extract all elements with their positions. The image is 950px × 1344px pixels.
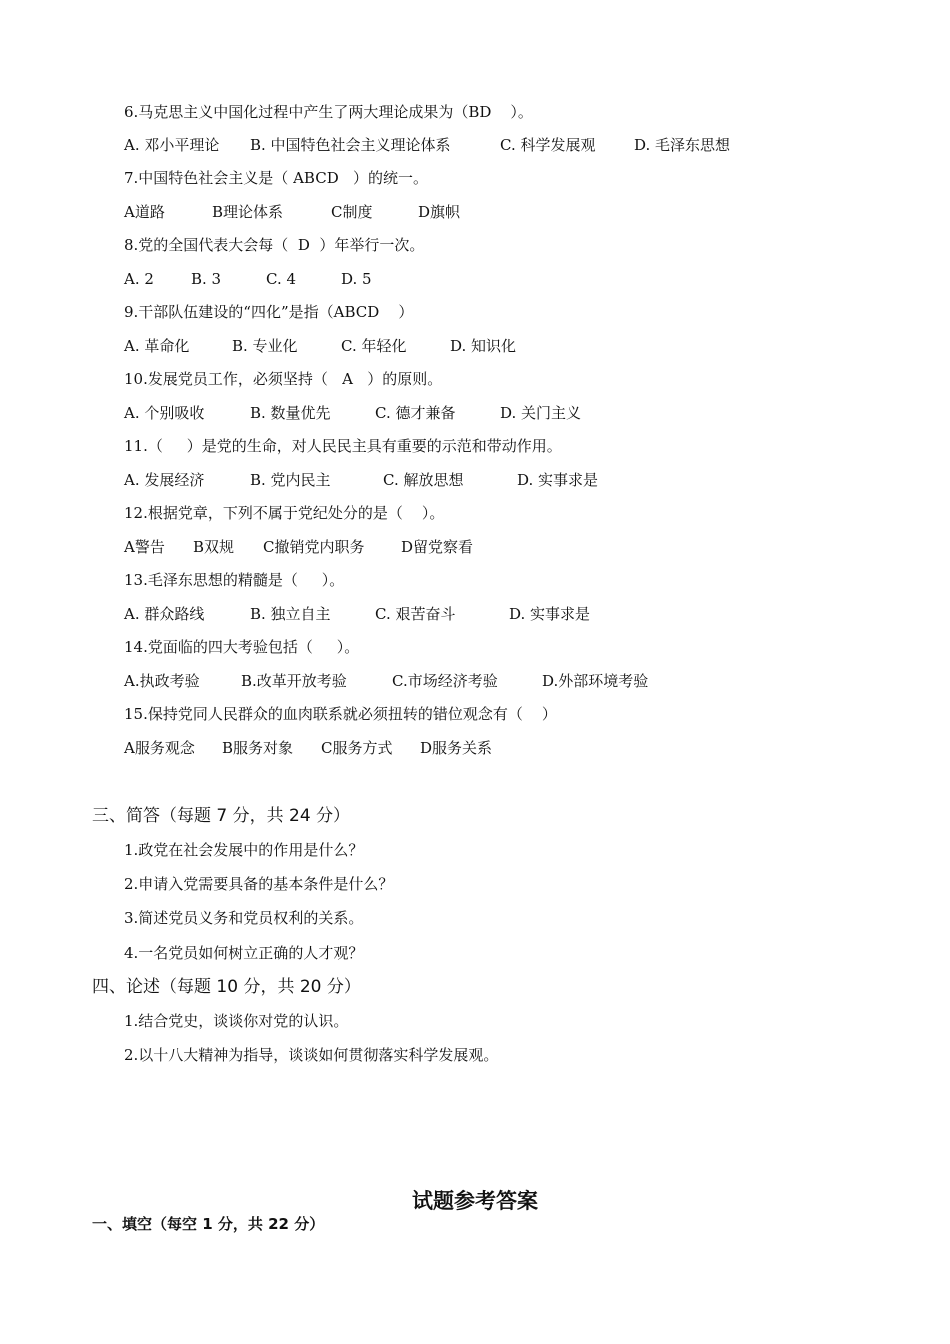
option-d: D. 实事求是 xyxy=(509,605,591,623)
option-c: C. 4 xyxy=(266,270,297,288)
option-d: D. 毛泽东思想 xyxy=(634,136,731,154)
option-a: A. 个别吸收 xyxy=(124,404,205,422)
option-b: B. 3 xyxy=(191,270,222,288)
short-answer-2: 2.申请入党需要具备的基本条件是什么？ xyxy=(124,875,394,893)
option-a: A警告 xyxy=(124,538,165,556)
option-d: D. 实事求是 xyxy=(517,471,599,489)
option-b: B. 专业化 xyxy=(232,337,298,355)
option-c: C. 科学发展观 xyxy=(500,136,596,154)
question-6: 6.马克思主义中国化过程中产生了两大理论成果为（BD ）。 xyxy=(124,103,533,121)
option-a: A. 邓小平理论 xyxy=(124,136,220,154)
option-a: A. 发展经济 xyxy=(124,471,205,489)
option-a: A道路 xyxy=(124,203,165,221)
option-a: A. 2 xyxy=(124,270,154,288)
option-d: D.外部环境考验 xyxy=(542,672,649,690)
question-8: 8.党的全国代表大会每（ D ）年举行一次。 xyxy=(124,236,425,254)
option-a: A.执政考验 xyxy=(124,672,200,690)
option-b: B服务对象 xyxy=(222,739,294,757)
option-b: B.改革开放考验 xyxy=(241,672,347,690)
option-d: D. 关门主义 xyxy=(500,404,582,422)
essay-question-1: 1.结合党史，谈谈你对党的认识。 xyxy=(124,1012,349,1030)
option-d: D旗帜 xyxy=(418,203,461,221)
option-b: B. 中国特色社会主义理论体系 xyxy=(250,136,451,154)
option-c: C. 艰苦奋斗 xyxy=(375,605,456,623)
option-d: D. 5 xyxy=(341,270,372,288)
option-b: B双规 xyxy=(193,538,235,556)
option-c: C. 德才兼备 xyxy=(375,404,456,422)
option-c: C撤销党内职务 xyxy=(263,538,365,556)
question-15: 15.保持党同人民群众的血肉联系就必须扭转的错位观念有（ ） xyxy=(124,705,557,723)
option-a: A. 群众路线 xyxy=(124,605,205,623)
question-12: 12.根据党章，下列不属于党纪处分的是（ ）。 xyxy=(124,504,445,522)
question-11: 11.（ ）是党的生命，对人民民主具有重要的示范和带动作用。 xyxy=(124,437,562,455)
option-d: D服务关系 xyxy=(420,739,493,757)
option-c: C. 年轻化 xyxy=(341,337,407,355)
option-b: B. 独立自主 xyxy=(250,605,331,623)
section-4-heading: 四、论述（每题 10 分，共 20 分） xyxy=(92,977,361,997)
option-c: C. 解放思想 xyxy=(383,471,464,489)
question-9: 9.干部队伍建设的“四化”是指（ABCD ） xyxy=(124,303,414,321)
option-a: A. 革命化 xyxy=(124,337,190,355)
option-b: B理论体系 xyxy=(212,203,284,221)
option-b: B. 数量优先 xyxy=(250,404,331,422)
question-14: 14.党面临的四大考验包括（ ）。 xyxy=(124,638,360,656)
option-d: D留党察看 xyxy=(401,538,474,556)
option-c: C.市场经济考验 xyxy=(392,672,498,690)
short-answer-1: 1.政党在社会发展中的作用是什么？ xyxy=(124,841,364,859)
option-d: D. 知识化 xyxy=(450,337,517,355)
option-c: C服务方式 xyxy=(321,739,393,757)
answer-key-title: 试题参考答案 xyxy=(412,1189,538,1213)
option-b: B. 党内民主 xyxy=(250,471,331,489)
question-10: 10.发展党员工作，必须坚持（ A ）的原则。 xyxy=(124,370,443,388)
option-c: C制度 xyxy=(331,203,373,221)
option-a: A服务观念 xyxy=(124,739,195,757)
question-7: 7.中国特色社会主义是（ ABCD ）的统一。 xyxy=(124,169,429,187)
answer-section-1-heading: 一、填空（每空 1 分，共 22 分） xyxy=(92,1215,325,1233)
section-3-heading: 三、简答（每题 7 分，共 24 分） xyxy=(92,806,351,826)
short-answer-4: 4.一名党员如何树立正确的人才观？ xyxy=(124,944,364,962)
essay-question-2: 2.以十八大精神为指导，谈谈如何贯彻落实科学发展观。 xyxy=(124,1046,499,1064)
short-answer-3: 3.简述党员义务和党员权利的关系。 xyxy=(124,909,364,927)
question-13: 13.毛泽东思想的精髓是（ ）。 xyxy=(124,571,345,589)
